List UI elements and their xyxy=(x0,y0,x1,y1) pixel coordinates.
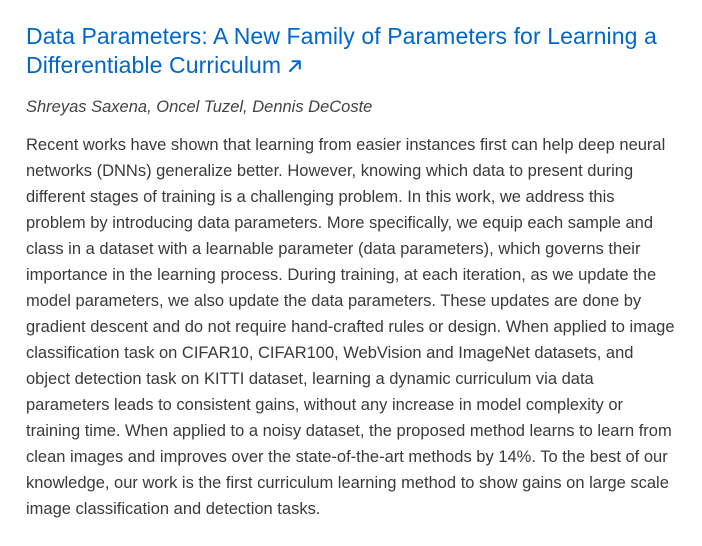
paper-title[interactable]: Data Parameters: A New Family of Parameters for Learning a Differentiable Curriculum xyxy=(26,23,657,78)
external-link-arrow-icon[interactable] xyxy=(287,52,303,68)
paper-abstract: Recent works have shown that learning from easier instances first can help deep neural networks (DNNs) generalize better. However, knowing which data to present during different stages of training is a challenging problem. In this work, we address this problem by introducing data parameters. More specifically, we equip each sample and class in a dataset with a learnable parameter (data parameters), which governs their importance in the learning process. During training, at each iteration, as we update the model parameters, we also update the data parameters. These updates are done by gradient descent and do not require hand-crafted rules or design. When applied to image classification task on CIFAR10, CIFAR100, WebVision and ImageNet datasets, and object detection task on KITTI dataset, learning a dynamic curriculum via data parameters leads to consistent gains, without any increase in model complexity or training time. When applied to a noisy dataset, the proposed method learns to learn from clean images and improves over the state-of-the-art methods by 14%. To the best of our knowledge, our work is the first curriculum learning method to show gains on large scale image classification and detection tasks. xyxy=(26,136,675,518)
paper-authors: Shreyas Saxena, Oncel Tuzel, Dennis DeCoste xyxy=(26,98,373,116)
paper-title-link[interactable] xyxy=(26,22,682,80)
